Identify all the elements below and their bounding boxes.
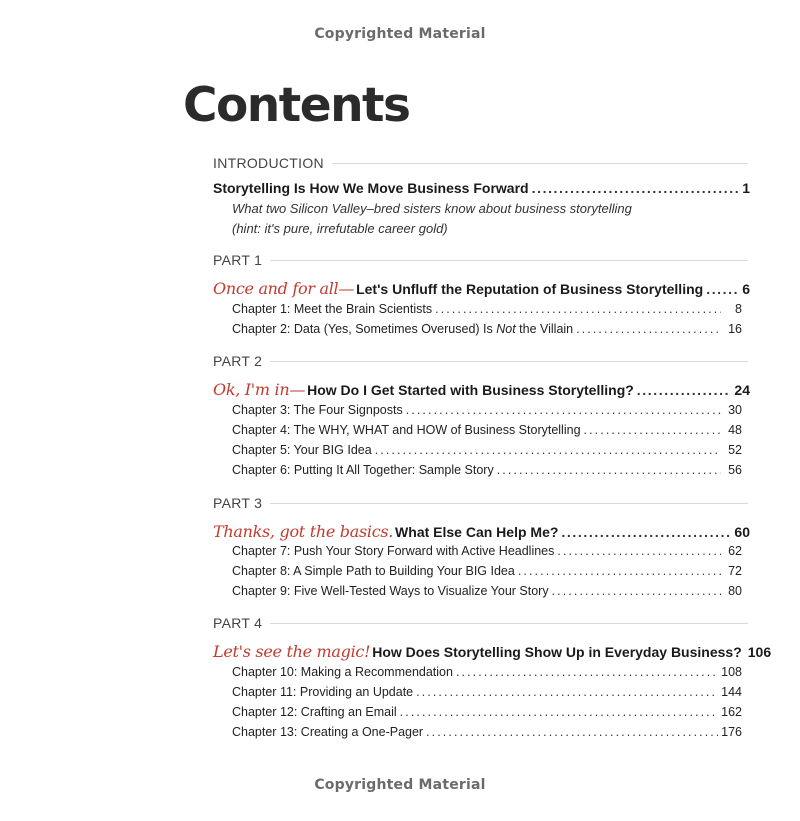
- toc-entry-part-3[interactable]: [213, 522, 750, 541]
- toc-entry-title: Let's Unfluff the Reputation of Business Storytelling: [356, 281, 704, 297]
- section-label-text: PART 3: [213, 495, 263, 511]
- toc-page-number: 60: [734, 524, 750, 540]
- section-label-part-1: [213, 252, 748, 268]
- toc-page-number: 6: [742, 281, 750, 297]
- chapter-title: Chapter 6: Putting It All Together: Sample Story: [232, 463, 494, 477]
- dot-leader: [557, 544, 721, 558]
- script-lead-in: Once and for all—: [213, 279, 355, 298]
- toc-entry-title: Storytelling Is How We Move Business Forward: [213, 180, 529, 196]
- chapter-title: Chapter 2: Data (Yes, Sometimes Overused) Is Not the Villain: [232, 322, 574, 336]
- chapter-title: Chapter 8: A Simple Path to Building Your BIG Idea: [232, 564, 515, 578]
- toc-chapter-7[interactable]: [232, 544, 742, 558]
- dot-leader: [400, 705, 718, 719]
- dot-leader: [561, 524, 731, 540]
- toc-chapter-1[interactable]: [232, 302, 742, 316]
- toc-chapter-10[interactable]: [232, 665, 742, 679]
- intro-description-line-2: (hint: it's pure, irrefutable career gold): [232, 221, 448, 236]
- toc-page-number: 106: [747, 644, 772, 660]
- chapter-title: Chapter 3: The Four Signposts: [232, 403, 403, 417]
- section-label-introduction: [213, 155, 748, 171]
- chapter-page-number: 30: [728, 403, 742, 417]
- toc-entry-part-2[interactable]: [213, 380, 750, 399]
- dot-leader: [637, 382, 732, 398]
- dot-leader: [435, 302, 721, 316]
- chapter-page-number: 108: [721, 665, 742, 679]
- chapter-page-number: 176: [721, 725, 742, 739]
- dot-leader: [706, 281, 739, 297]
- copyright-watermark-top: Copyrighted Material: [314, 26, 486, 42]
- toc-chapter-12[interactable]: [232, 705, 742, 719]
- divider: [270, 503, 748, 504]
- dot-leader: [532, 180, 740, 196]
- divider: [270, 260, 748, 261]
- script-lead-in: Thanks, got the basics.: [213, 522, 394, 541]
- dot-leader: [416, 685, 718, 699]
- toc-chapter-11[interactable]: [232, 685, 742, 699]
- toc-chapter-4[interactable]: [232, 423, 742, 437]
- chapter-title: Chapter 11: Providing an Update: [232, 685, 414, 699]
- dot-leader: [375, 443, 721, 457]
- section-label-part-2: [213, 353, 748, 369]
- chapter-title: Chapter 7: Push Your Story Forward with Active Headlines: [232, 544, 555, 558]
- chapter-title: Chapter 5: Your BIG Idea: [232, 443, 372, 457]
- chapter-page-number: 62: [728, 544, 742, 558]
- dot-leader: [426, 725, 718, 739]
- dot-leader: [518, 564, 721, 578]
- dot-leader: [552, 584, 721, 598]
- chapter-page-number: 144: [721, 685, 742, 699]
- page-title: Contents: [183, 78, 410, 133]
- divider: [332, 163, 748, 164]
- toc-chapter-8[interactable]: [232, 564, 742, 578]
- chapter-page-number: 56: [728, 463, 742, 477]
- dot-leader: [497, 463, 721, 477]
- section-label-part-3: [213, 495, 748, 511]
- toc-entry-introduction[interactable]: [213, 180, 750, 196]
- chapter-page-number: 48: [728, 423, 742, 437]
- toc-entry-title: What Else Can Help Me?: [395, 524, 559, 540]
- toc-entry-title: How Do I Get Started with Business Storytelling?: [307, 382, 634, 398]
- toc-entry-part-1[interactable]: [213, 279, 750, 298]
- dot-leader: [576, 322, 721, 336]
- chapter-title: Chapter 13: Creating a One-Pager: [232, 725, 424, 739]
- chapter-page-number: 16: [728, 322, 742, 336]
- chapter-page-number: 52: [728, 443, 742, 457]
- toc-chapter-9[interactable]: [232, 584, 742, 598]
- toc-entry-title: How Does Storytelling Show Up in Everyday Business?: [372, 644, 742, 660]
- chapter-title: Chapter 10: Making a Recommendation: [232, 665, 453, 679]
- copyright-watermark-bottom: Copyrighted Material: [314, 777, 486, 793]
- divider: [270, 361, 748, 362]
- section-label-text: PART 1: [213, 252, 263, 268]
- script-lead-in: Ok, I'm in—: [213, 380, 306, 399]
- intro-description-line-1: What two Silicon Valley–bred sisters know about business storytelling: [232, 201, 632, 216]
- section-label-part-4: [213, 615, 748, 631]
- chapter-title: Chapter 9: Five Well-Tested Ways to Visualize Your Story: [232, 584, 549, 598]
- dot-leader: [584, 423, 721, 437]
- chapter-title: Chapter 1: Meet the Brain Scientists: [232, 302, 433, 316]
- chapter-page-number: 80: [728, 584, 742, 598]
- toc-entry-part-4[interactable]: [213, 642, 772, 661]
- chapter-title: Chapter 12: Crafting an Email: [232, 705, 397, 719]
- divider: [270, 623, 748, 624]
- toc-chapter-13[interactable]: [232, 725, 742, 739]
- toc-page-number: 24: [734, 382, 750, 398]
- chapter-page-number: 72: [728, 564, 742, 578]
- toc-chapter-3[interactable]: [232, 403, 742, 417]
- section-label-text: INTRODUCTION: [213, 155, 324, 171]
- script-lead-in: Let's see the magic!: [213, 642, 371, 661]
- section-label-text: PART 2: [213, 353, 263, 369]
- section-label-text: PART 4: [213, 615, 263, 631]
- toc-page-number: 1: [742, 180, 750, 196]
- toc-chapter-5[interactable]: [232, 443, 742, 457]
- chapter-page-number: 8: [735, 302, 742, 316]
- chapter-page-number: 162: [721, 705, 742, 719]
- dot-leader: [406, 403, 721, 417]
- toc-chapter-6[interactable]: [232, 463, 742, 477]
- toc-chapter-2[interactable]: [232, 322, 742, 336]
- chapter-title: Chapter 4: The WHY, WHAT and HOW of Business Storytelling: [232, 423, 581, 437]
- dot-leader: [456, 665, 718, 679]
